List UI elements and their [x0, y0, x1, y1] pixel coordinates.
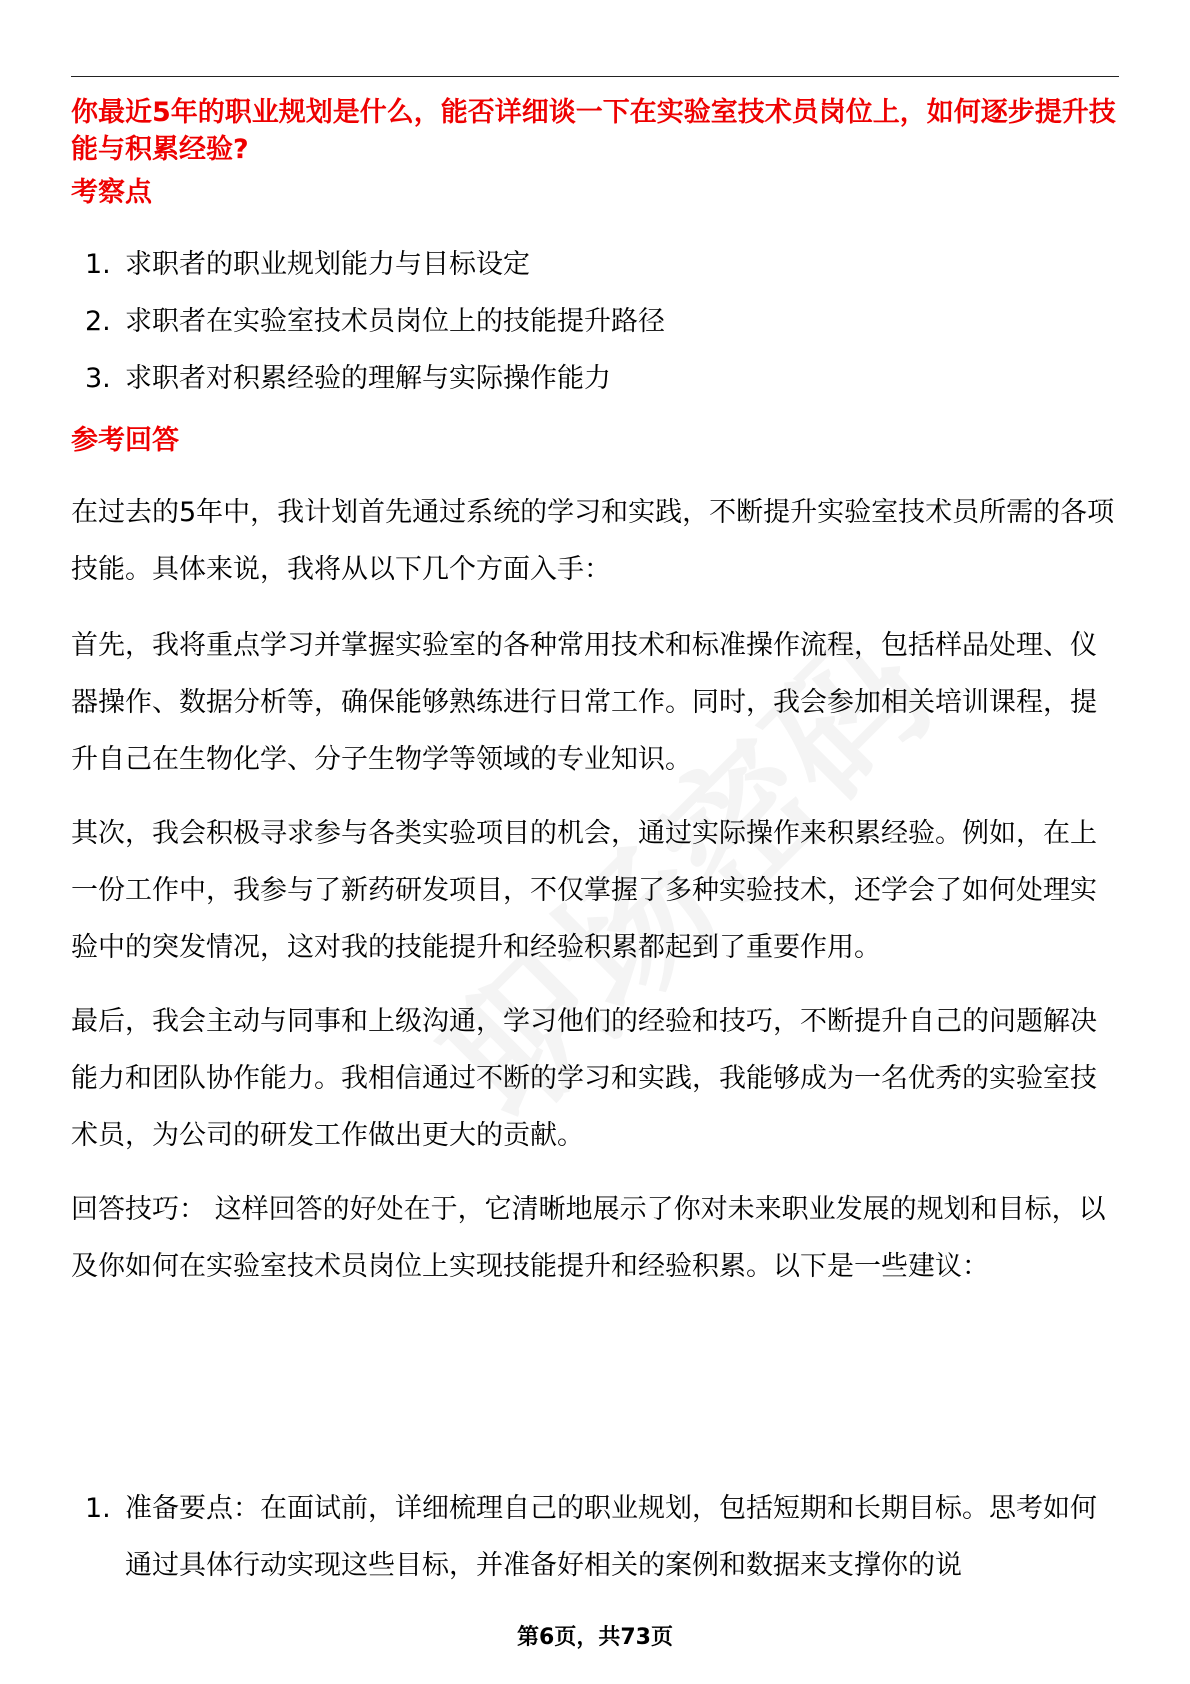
reference-heading: 参考回答 [71, 425, 179, 456]
list-number: 1. [85, 249, 111, 280]
list-item [71, 293, 1119, 350]
assessment-list [71, 236, 1119, 407]
tips-list [71, 1480, 1119, 1594]
list-number: 2. [85, 306, 111, 337]
question-title: 你最近5年的职业规划是什么，能否详细谈一下在实验室技术员岗位上，如何逐步提升技能与积累经验? [71, 97, 1116, 165]
list-item-text: 求职者对积累经验的理解与实际操作能力 [125, 363, 611, 394]
page-footer: 第6页，共73页 [517, 1625, 673, 1650]
list-item [71, 350, 1119, 407]
answer-paragraph: 首先，我将重点学习并掌握实验室的各种常用技术和标准操作流程，包括样品处理、仪器操作、数据分析等，确保能够熟练进行日常工作。同时，我会参加相关培训课程，提升自己在生物化学、分子生物学等领域的专业知识。 [71, 630, 1097, 775]
answer-tips-intro: 回答技巧： 这样回答的好处在于，它清晰地展示了你对未来职业发展的规划和目标，以及你如何在实验室技术员岗位上实现技能提升和经验积累。以下是一些建议： [71, 1194, 1106, 1282]
list-number: 3. [85, 363, 111, 394]
list-item [71, 1480, 1119, 1594]
top-divider [71, 76, 1119, 77]
answer-paragraph: 其次，我会积极寻求参与各类实验项目的机会，通过实际操作来积累经验。例如，在上一份工作中，我参与了新药研发项目，不仅掌握了多种实验技术，还学会了如何处理实验中的突发情况，这对我的技能提升和经验积累都起到了重要作用。 [71, 818, 1097, 963]
list-item-text: 求职者的职业规划能力与目标设定 [125, 249, 530, 280]
list-item-text: 准备要点：在面试前，详细梳理自己的职业规划，包括短期和长期目标。思考如何通过具体行动实现这些目标，并准备好相关的案例和数据来支撑你的说 [125, 1493, 1097, 1581]
assessment-heading: 考察点 [71, 177, 152, 208]
list-item [71, 236, 1119, 293]
list-item-text: 求职者在实验室技术员岗位上的技能提升路径 [125, 306, 665, 337]
answer-paragraph: 最后，我会主动与同事和上级沟通，学习他们的经验和技巧，不断提升自己的问题解决能力和团队协作能力。我相信通过不断的学习和实践，我能够成为一名优秀的实验室技术员，为公司的研发工作做出更大的贡献。 [71, 1006, 1097, 1151]
list-number: 1. [85, 1493, 111, 1524]
answer-paragraph: 在过去的5年中，我计划首先通过系统的学习和实践，不断提升实验室技术员所需的各项技能。具体来说，我将从以下几个方面入手： [71, 497, 1115, 585]
